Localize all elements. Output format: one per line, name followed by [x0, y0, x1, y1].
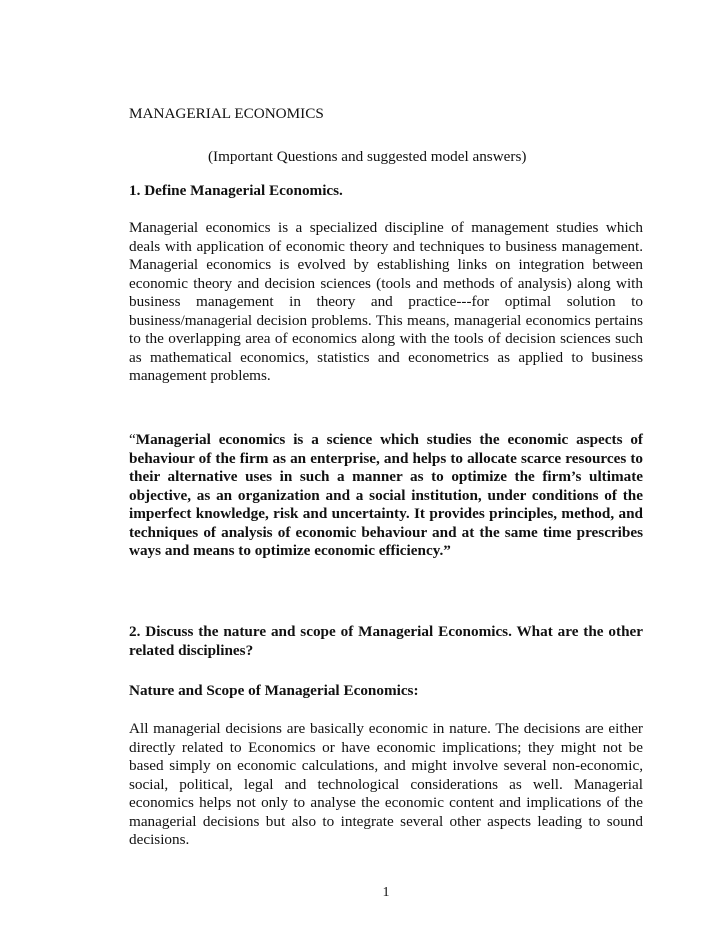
nature-paragraph: All managerial decisions are basically economic in nature. The decisions are either directly related to Economics or have economic implications; they might not be based simply on economic calculations, and might involve several non-economic, social, political, legal and technological considerations as well. Managerial economics helps not only to analyse the economic content and implications of the managerial decisions but also to integrate several other aspects leading to sound decisions.	[129, 720, 643, 848]
definition-quote	[129, 431, 643, 561]
document-subtitle: (Important Questions and suggested model answers)	[208, 148, 527, 165]
page-number: 1	[382, 885, 390, 900]
quote-open-mark: “	[129, 431, 136, 448]
nature-scope-heading: Nature and Scope of Managerial Economics:	[129, 682, 419, 699]
question-2-heading: 2. Discuss the nature and scope of Managerial Economics. What are the other related disciplines?	[129, 623, 643, 659]
quote-text: Managerial economics is a science which studies the economic aspects of behaviour of the firm as an enterprise, and helps to allocate scarce resources to their alternative uses in such a manner as to optimize the firm’s ultimate objective, as an organization and a social institution, under conditions of the imperfect knowledge, risk and uncertainty. It provides principles, method, and techniques of analysis of economic behaviour and at the same time prescribes ways and means to optimize economic efficiency.”	[129, 431, 643, 559]
question-1-heading: 1. Define Managerial Economics.	[129, 182, 343, 199]
document-title: MANAGERIAL ECONOMICS	[129, 105, 324, 122]
definition-paragraph: Managerial economics is a specialized discipline of management studies which deals with application of economic theory and techniques to business management. Managerial economics is evolved by establishing links on integration between economic theory and decision sciences (tools and methods of analysis) along with business management in theory and practice---for optimal solution to business/managerial decision problems. This means, managerial economics pertains to the overlapping area of economics along with the tools of decision sciences such as mathematical economics, statistics and econometrics as applied to business management problems.	[129, 219, 643, 384]
